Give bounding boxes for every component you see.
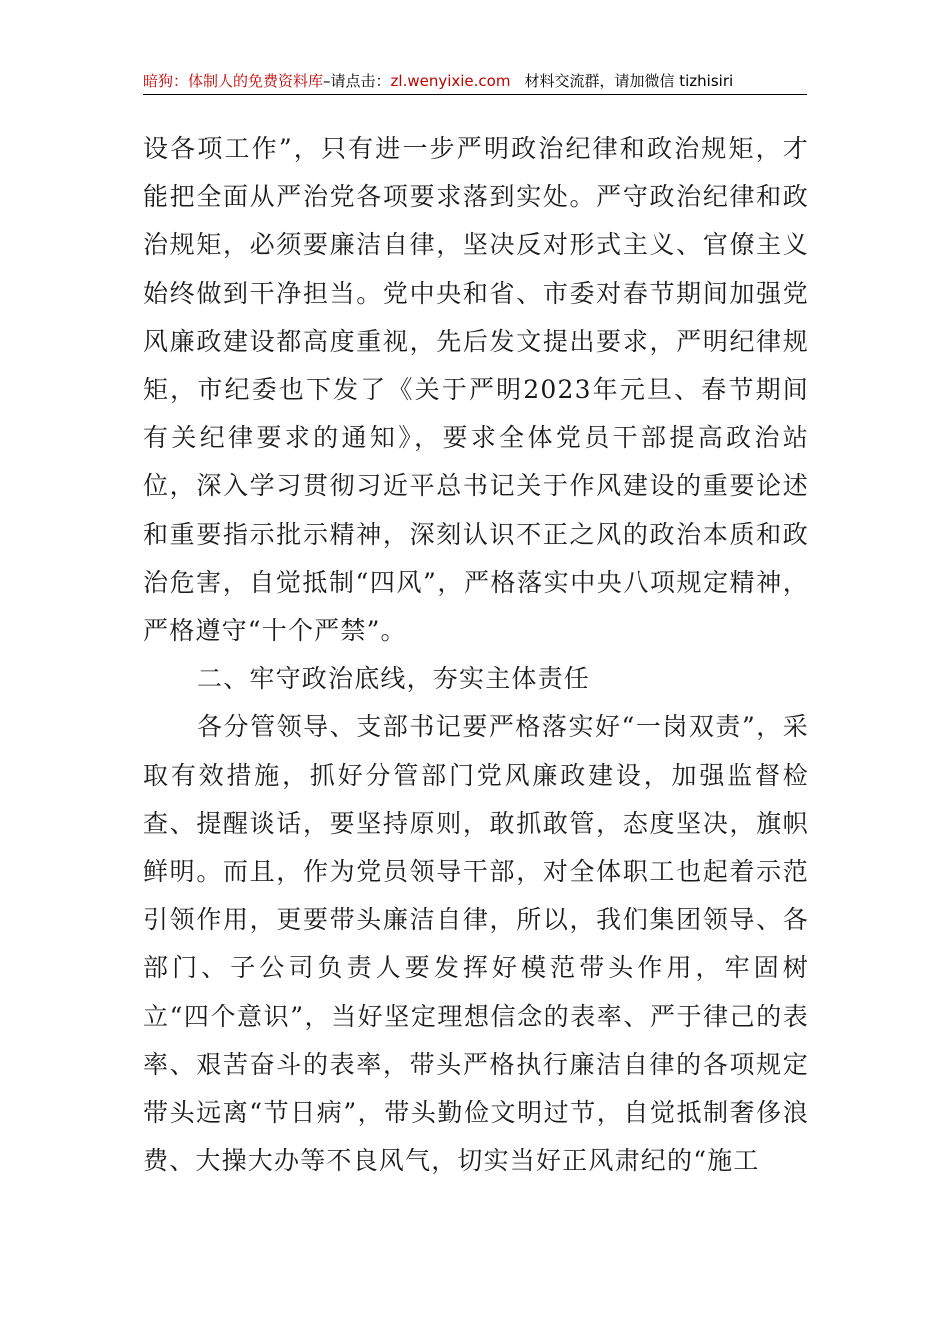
paragraph-2: 各分管领导、支部书记要严格落实好“一岗双责”，采取有效措施，抓好分管部门党风廉政建设，加强监督检查、提醒谈话，要坚持原则，敢抓敢管，态度坚决，旗帜鲜明。而且，作为党员领导干部，对全体职工也起着示范引领作用，更要带头廉洁自律，所以，我们集团领导、各部门、子公司负责人要发挥好模范带头作用，牢固树立“四个意识”，当好坚定理想信念的表率、严于律己的表率、艰苦奋斗的表率，带头严格执行廉洁自律的各项规定带头远离“节日病”，带头勤俭文明过节，自觉抵制奢侈浪费、大操大办等不良风气，切实当好正风肃纪的“施工 <box>143 712 809 1176</box>
site-name: 暗狗：体制人的免费资料库 <box>143 72 324 90</box>
paragraph-1: 设各项工作”，只有进一步严明政治纪律和政治规矩，才能把全面从严治党各项要求落到实处。严守政治纪律和政治规矩，必须要廉洁自律，坚决反对形式主义、官僚主义始终做到干净担当。党中央和省、市委对春节期间加强党风廉政建设都高度重视，先后发文提出要求，严明纪律规矩，市纪委也下发了《关于严明2023年元旦、春节期间有关纪律要求的通知》，要求全体党员干部提高政治站位，深入学习贯彻习近平总书记关于作风建设的重要论述和重要指示批示精神，深刻认识不正之风的政治本质和政治危害，自觉抵制“四风”，严格落实中央八项规定精神，严格遵守“十个严禁”。 <box>143 134 809 646</box>
section-heading-2: 二、牢守政治底线，夯实主体责任 <box>197 664 591 694</box>
wechat-note: 材料交流群，请加微信 tizhisiri <box>524 72 734 90</box>
site-url-link[interactable]: zl.wenyixie.com <box>390 72 511 90</box>
document-body <box>143 125 809 1185</box>
page-header <box>143 68 807 95</box>
click-prompt: –请点击： <box>323 72 391 90</box>
